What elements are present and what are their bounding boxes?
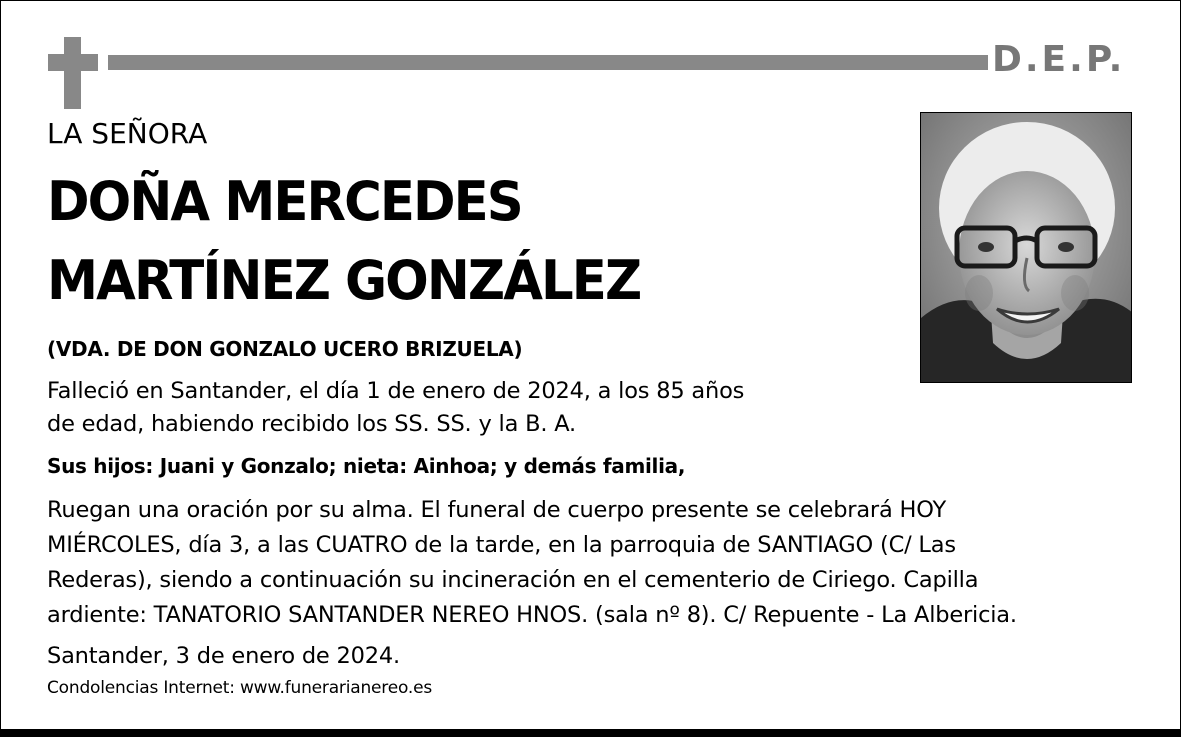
funeral-line3: Rederas), siendo a continuación su incineración en el cementerio de Ciriego. Capilla xyxy=(47,567,979,593)
header-rule xyxy=(108,55,988,70)
family-line: Sus hijos: Juani y Gonzalo; nieta: Ainhoa; y demás familia, xyxy=(47,454,686,478)
widow-of: (VDA. DE DON GONZALO UCERO BRIZUELA) xyxy=(47,337,523,361)
bottom-rule xyxy=(0,729,1181,737)
death-notice-line2: de edad, habiendo recibido los SS. SS. y la B. A. xyxy=(47,411,576,437)
condolences-link: Condolencias Internet: www.funerarianereo.es xyxy=(47,678,432,698)
place-date: Santander, 3 de enero de 2024. xyxy=(47,643,400,669)
deceased-name-line1: DOÑA MERCEDES xyxy=(47,170,522,233)
deceased-name-line2: MARTÍNEZ GONZÁLEZ xyxy=(47,249,641,312)
funeral-line1: Ruegan una oración por su alma. El funeral de cuerpo presente se celebrará HOY xyxy=(47,497,947,523)
title-prefix: LA SEÑORA xyxy=(47,117,208,150)
dep-label: D.E.P. xyxy=(992,39,1126,80)
death-notice-line1: Falleció en Santander, el día 1 de enero de 2024, a los 85 años xyxy=(47,378,745,404)
cross-icon xyxy=(48,37,98,109)
funeral-line4: ardiente: TANATORIO SANTANDER NEREO HNOS. (sala nº 8). C/ Repuente - La Albericia. xyxy=(47,602,1017,628)
funeral-line2: MIÉRCOLES, día 3, a las CUATRO de la tarde, en la parroquia de SANTIAGO (C/ Las xyxy=(47,532,956,558)
deceased-photo xyxy=(920,112,1132,383)
